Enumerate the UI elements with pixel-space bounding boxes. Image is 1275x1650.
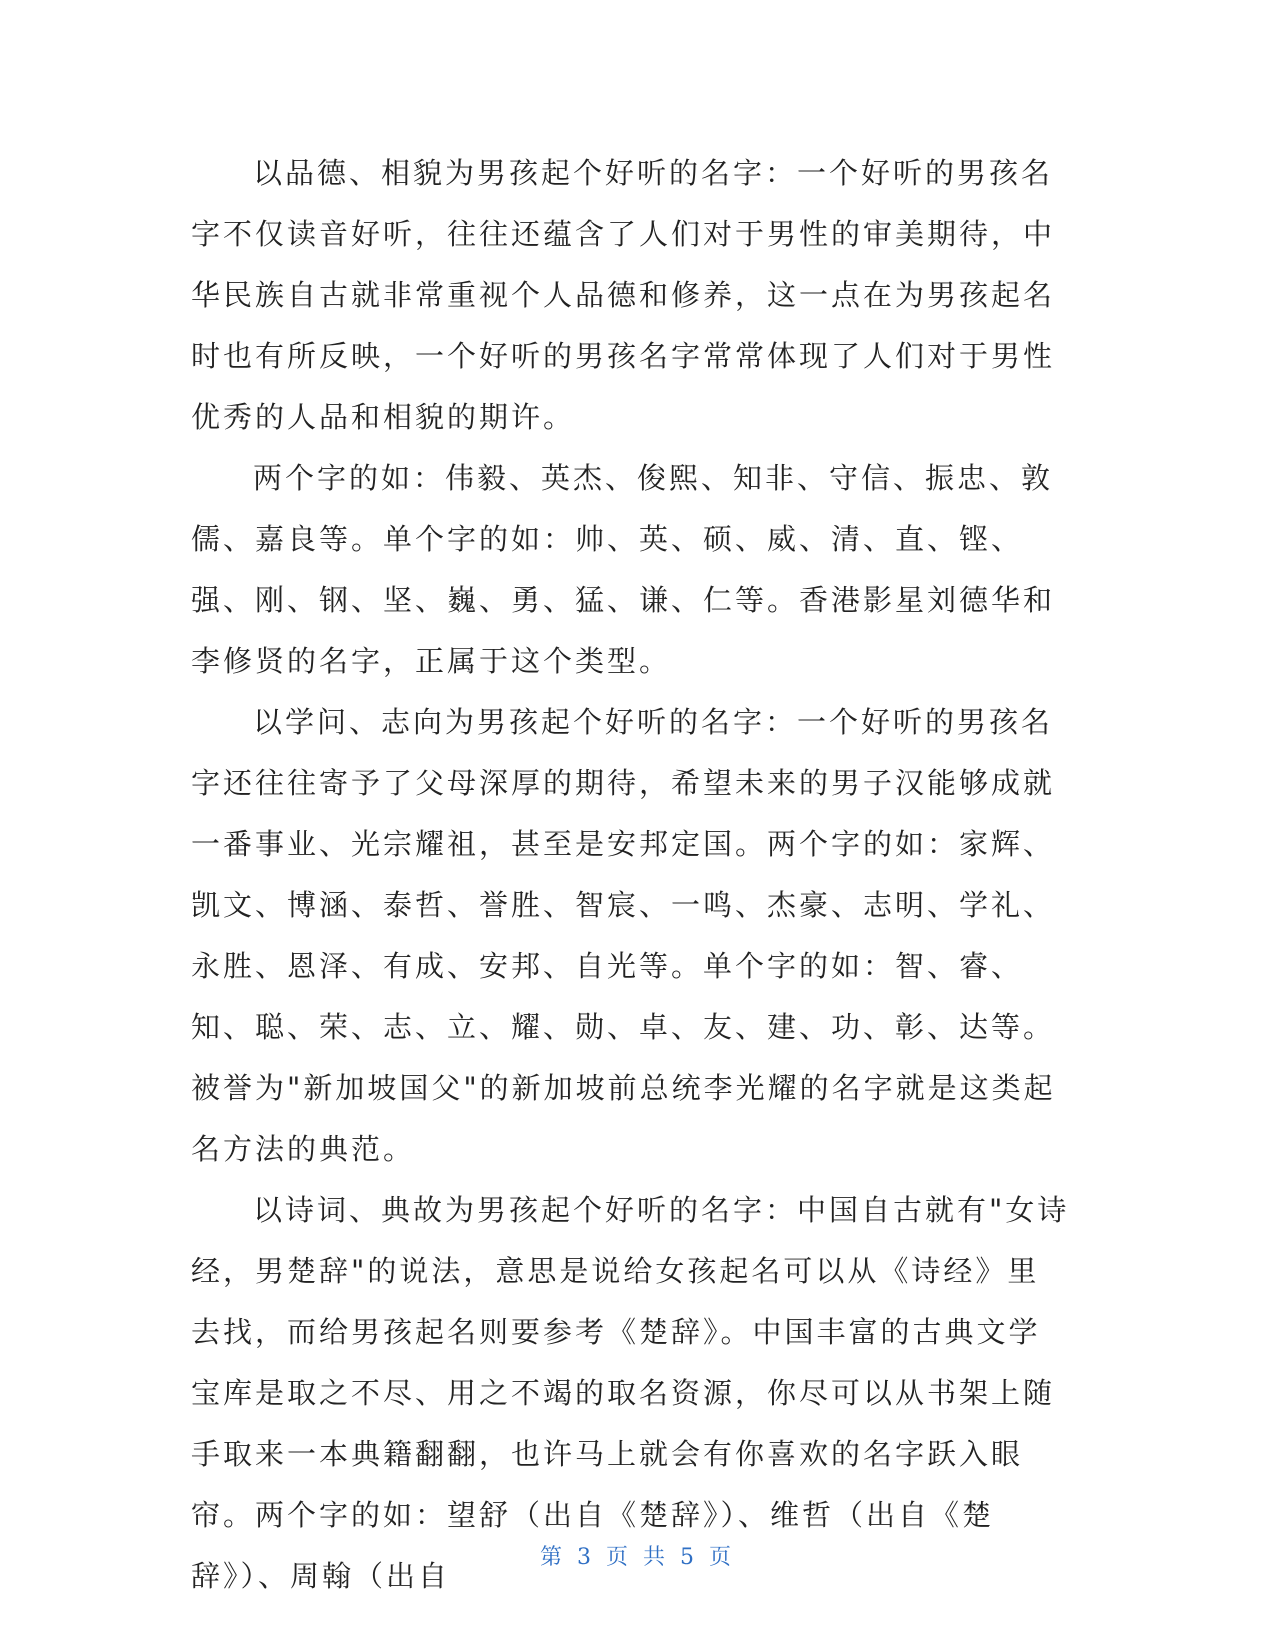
paragraph-appearance-character: 以品德、相貌为男孩起个好听的名字：一个好听的男孩名字不仅读音好听，往往还蕴含了人们对于男性的审美期待，中华民族自古就非常重视个人品德和修养，这一点在为男孩起名时也有所反映，一个好听的男孩名字常常体现了人们对于男性优秀的人品和相貌的期许。 xyxy=(191,156,1056,434)
footer-current-page: 3 xyxy=(577,1545,595,1570)
footer-suffix: 页 xyxy=(709,1545,736,1570)
footer-middle: 页 共 xyxy=(606,1545,669,1570)
page-footer xyxy=(0,1540,1275,1571)
paragraph-two-character-examples: 两个字的如：伟毅、英杰、俊熙、知非、守信、振忠、敦儒、嘉良等。单个字的如：帅、英、硕、威、清、直、铿、强、刚、钢、坚、巍、勇、猛、谦、仁等。香港影星刘德华和李修贤的名字，正属于这个类型。 xyxy=(191,461,1056,678)
document-body xyxy=(191,143,1071,1607)
footer-prefix: 第 xyxy=(539,1545,566,1570)
paragraph-learning-ambition: 以学问、志向为男孩起个好听的名字：一个好听的男孩名字还往往寄予了父母深厚的期待，希望未来的男子汉能够成就一番事业、光宗耀祖，甚至是安邦定国。两个字的如：家辉、凯文、博涵、泰哲、誉胜、智宸、一鸣、杰豪、志明、学礼、永胜、恩泽、有成、安邦、自光等。单个字的如：智、睿、知、聪、荣、志、立、耀、勋、卓、友、建、功、彰、达等。被誉为"新加坡国父"的新加坡前总统李光耀的名字就是这类起名方法的典范。 xyxy=(191,705,1056,1166)
paragraph-poetry-allusion: 以诗词、典故为男孩起个好听的名字：中国自古就有"女诗经，男楚辞"的说法，意思是说给女孩起名可以从《诗经》里去找，而给男孩起名则要参考《楚辞》。中国丰富的古典文学宝库是取之不尽、用之不竭的取名资源，你尽可以从书架上随手取来一本典籍翻翻，也许马上就会有你喜欢的名字跃入眼帘。两个字的如：望舒（出自《楚辞》）、维哲（出自《楚辞》）、周翰（出自 xyxy=(191,1193,1070,1593)
footer-total-pages: 5 xyxy=(680,1545,698,1570)
